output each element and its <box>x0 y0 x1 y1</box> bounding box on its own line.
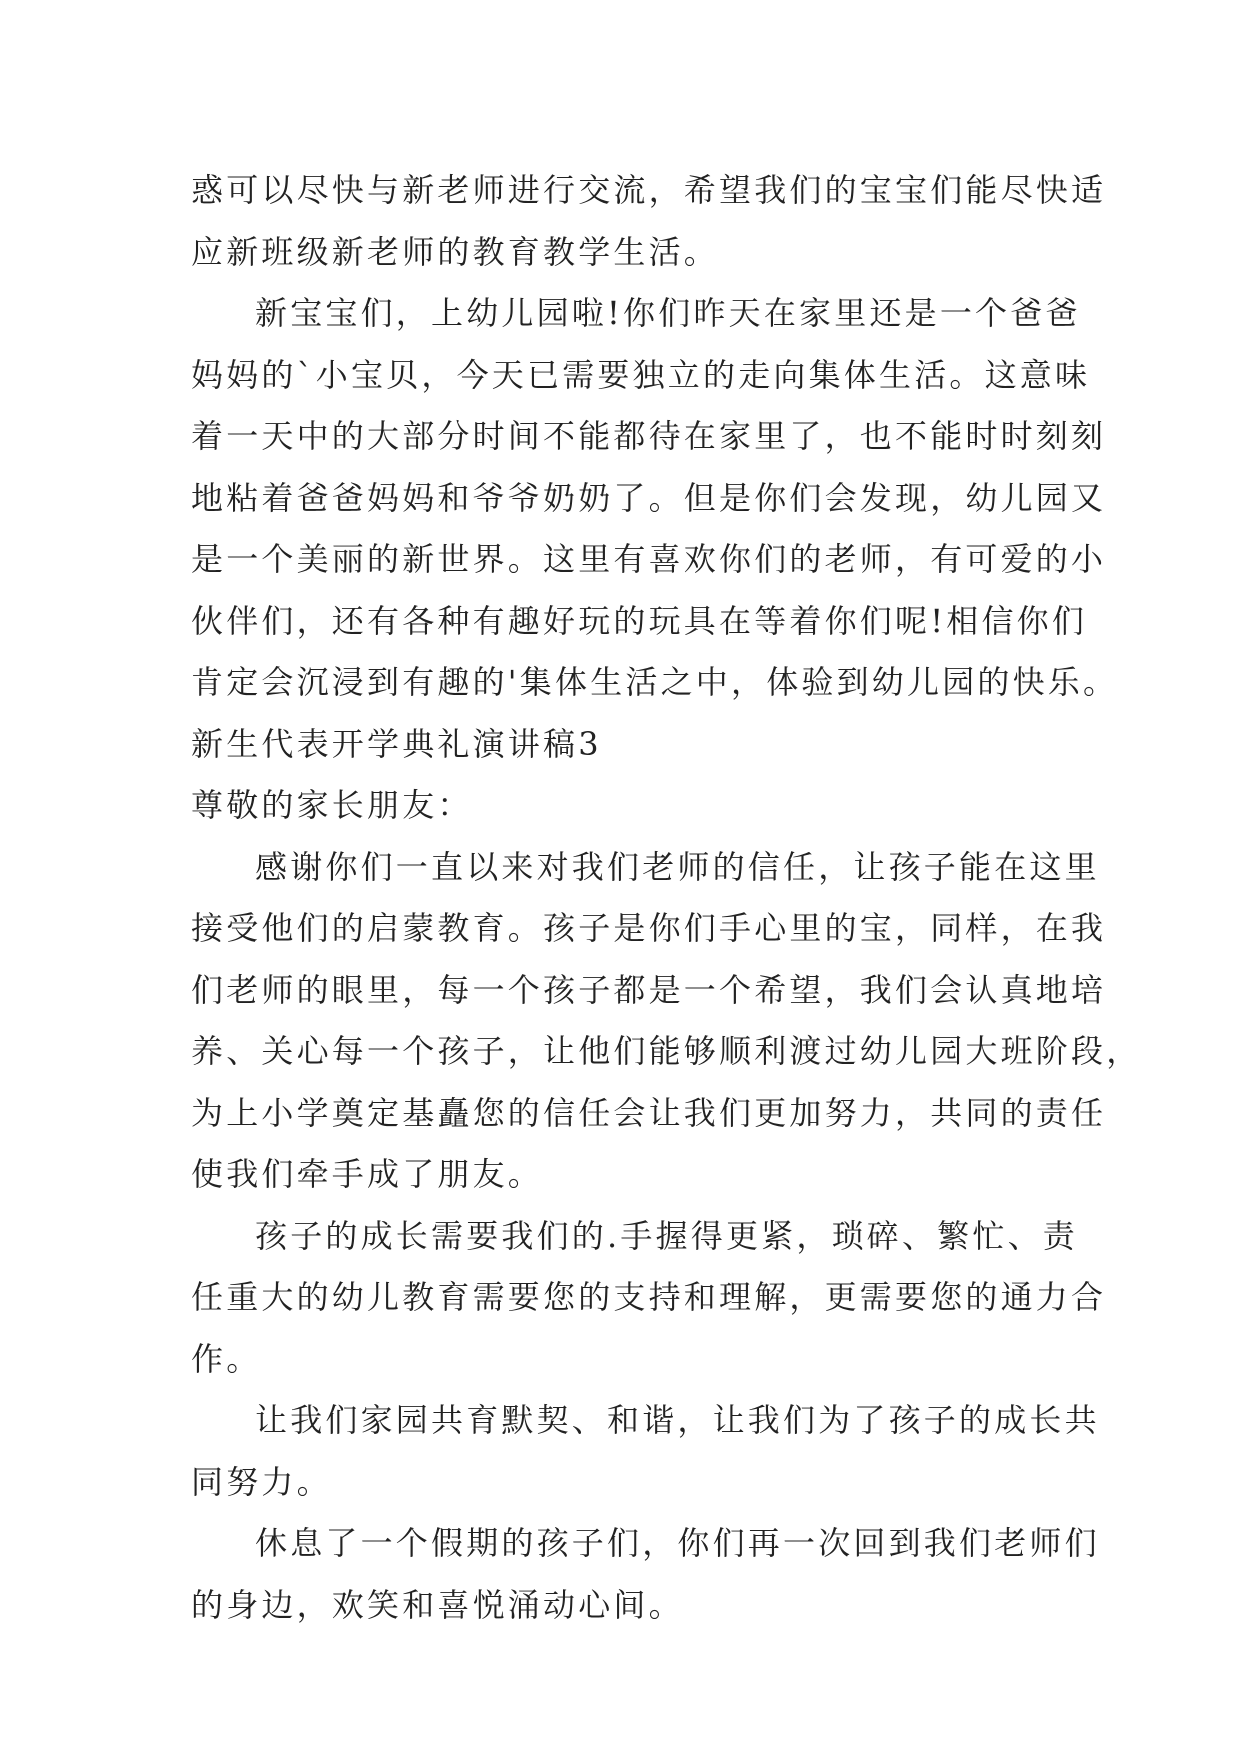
text-line: 使我们牵手成了朋友。 <box>191 1155 544 1193</box>
text-line: 肯定会沉浸到有趣的'集体生活之中，体验到幼儿园的快乐。 <box>191 663 1119 701</box>
text-line: 是一个美丽的新世界。这里有喜欢你们的老师，有可爱的小 <box>191 540 1107 578</box>
text-line: 感谢你们一直以来对我们老师的信任，让孩子能在这里 <box>255 847 1100 886</box>
text-line: 让我们家园共育默契、和谐，让我们为了孩子的成长共 <box>255 1401 1100 1439</box>
text-line: 应新班级新老师的教育教学生活。 <box>191 232 720 271</box>
text-line: 地粘着爸爸妈妈和爷爷奶奶了。但是你们会发现，幼儿园又 <box>191 478 1107 517</box>
text-line: 休息了一个假期的孩子们，你们再一次回到我们老师们 <box>255 1524 1100 1562</box>
text-line: 着一天中的大部分时间不能都待在家里了，也不能时时刻刻 <box>191 417 1107 455</box>
text-line: 任重大的幼儿教育需要您的支持和理解，更需要您的通力合 <box>191 1278 1107 1316</box>
text-line: 作。 <box>191 1339 262 1378</box>
text-line: 为上小学奠定基矗您的信任会让我们更加努力，共同的责任 <box>191 1093 1107 1132</box>
text-line: 的身边，欢笑和喜悦涌动心间。 <box>191 1585 684 1624</box>
document-body <box>191 160 1142 1636</box>
text-line: 们老师的眼里，每一个孩子都是一个希望，我们会认真地培 <box>191 970 1107 1009</box>
section-heading: 新生代表开学典礼演讲稿3 <box>191 724 602 763</box>
text-line: 新宝宝们，上幼儿园啦!你们昨天在家里还是一个爸爸 <box>255 294 1081 332</box>
salutation: 尊敬的家长朋友： <box>191 786 473 824</box>
text-line: 同努力。 <box>191 1462 332 1501</box>
text-line: 养、关心每一个孩子，让他们能够顺利渡过幼儿园大班阶段， <box>191 1032 1142 1070</box>
text-line: 妈妈的`小宝贝，今天已需要独立的走向集体生活。这意味 <box>191 355 1091 394</box>
text-line: 接受他们的启蒙教育。孩子是你们手心里的宝，同样，在我 <box>191 909 1107 947</box>
text-line: 惑可以尽快与新老师进行交流，希望我们的宝宝们能尽快适 <box>191 171 1107 209</box>
text-line: 伙伴们，还有各种有趣好玩的玩具在等着你们呢!相信你们 <box>191 601 1088 640</box>
text-line: 孩子的成长需要我们的.手握得更紧，琐碎、繁忙、责 <box>255 1216 1078 1255</box>
